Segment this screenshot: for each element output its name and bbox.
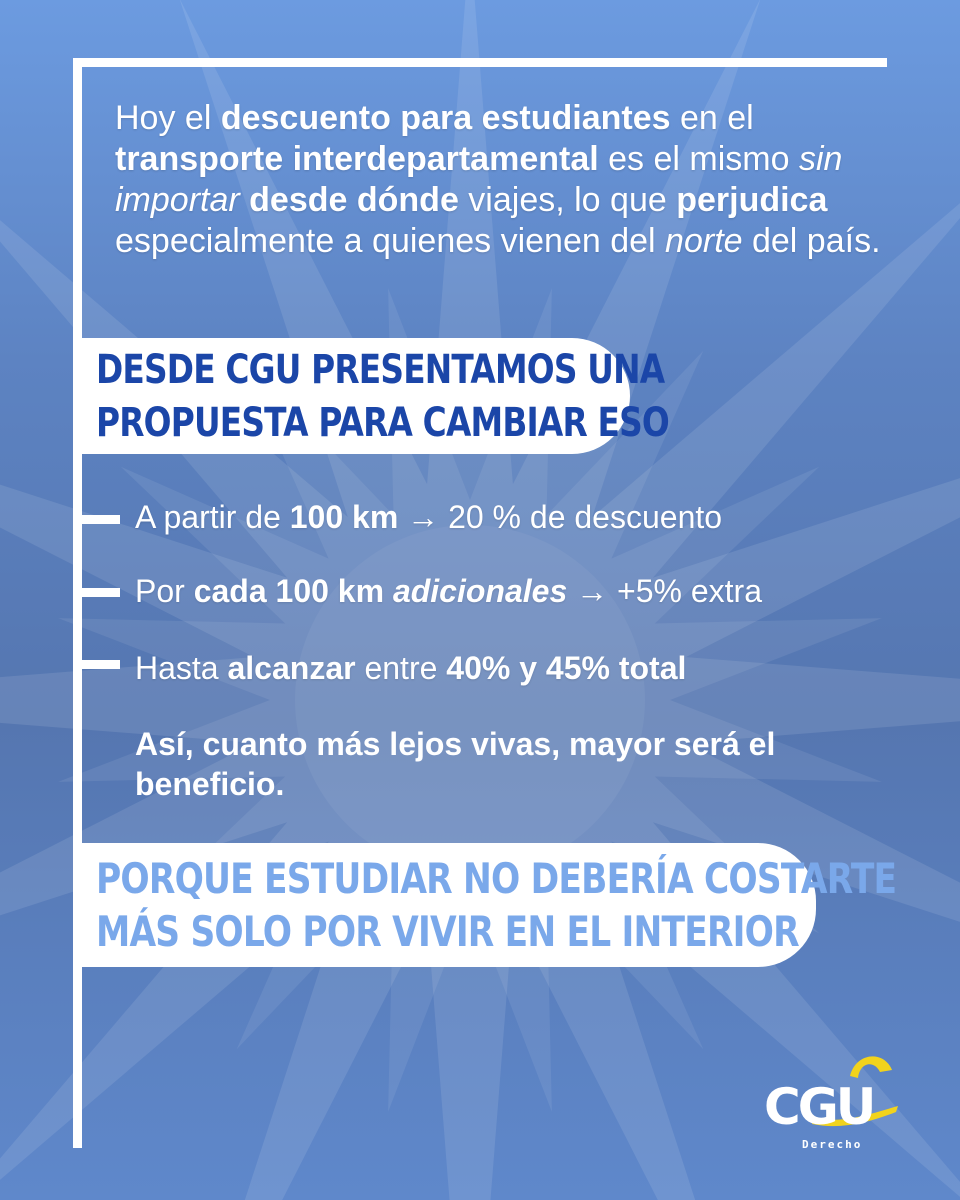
slogan-banner-line-2: MÁS SOLO POR VIVIR EN EL INTERIOR: [96, 907, 799, 956]
intro-paragraph: Hoy el descuento para estudiantes en el transporte interdepartamental es el mismo sin importar desde dónde viajes, lo que perjudica especialmente a quienes vienen del norte del país.: [115, 99, 881, 260]
bullet-dash: [82, 660, 120, 669]
bullet-dash: [82, 515, 120, 524]
frame-left-line: [73, 58, 82, 1148]
slogan-banner: [82, 843, 897, 967]
closing-statement: Así, cuanto más lejos vivas, mayor será el beneficio.: [135, 726, 776, 802]
bullet-dash: [82, 588, 120, 597]
frame-top-line: [73, 58, 887, 67]
proposal-banner-text: [96, 344, 669, 450]
list-item-3: Hasta alcanzar entre 40% y 45% total: [135, 650, 687, 686]
logo-wordmark: CGU: [764, 1078, 874, 1136]
list-item-2: Por cada 100 km adicionales → +5% extra: [135, 573, 762, 609]
list-item-1: A partir de 100 km → 20 % de descuento: [135, 499, 723, 535]
proposal-banner-line-1: DESDE CGU PRESENTAMOS UNA: [96, 347, 665, 393]
cgu-logo-icon: [752, 1048, 902, 1158]
slogan-banner-text: [96, 852, 896, 958]
logo-subtitle: Derecho: [802, 1138, 863, 1151]
slogan-banner-line-1: PORQUE ESTUDIAR NO DEBERÍA COSTARTE: [96, 854, 897, 903]
proposal-banner-line-2: PROPUESTA PARA CAMBIAR ESO: [96, 400, 669, 446]
proposal-banner: [82, 338, 669, 454]
